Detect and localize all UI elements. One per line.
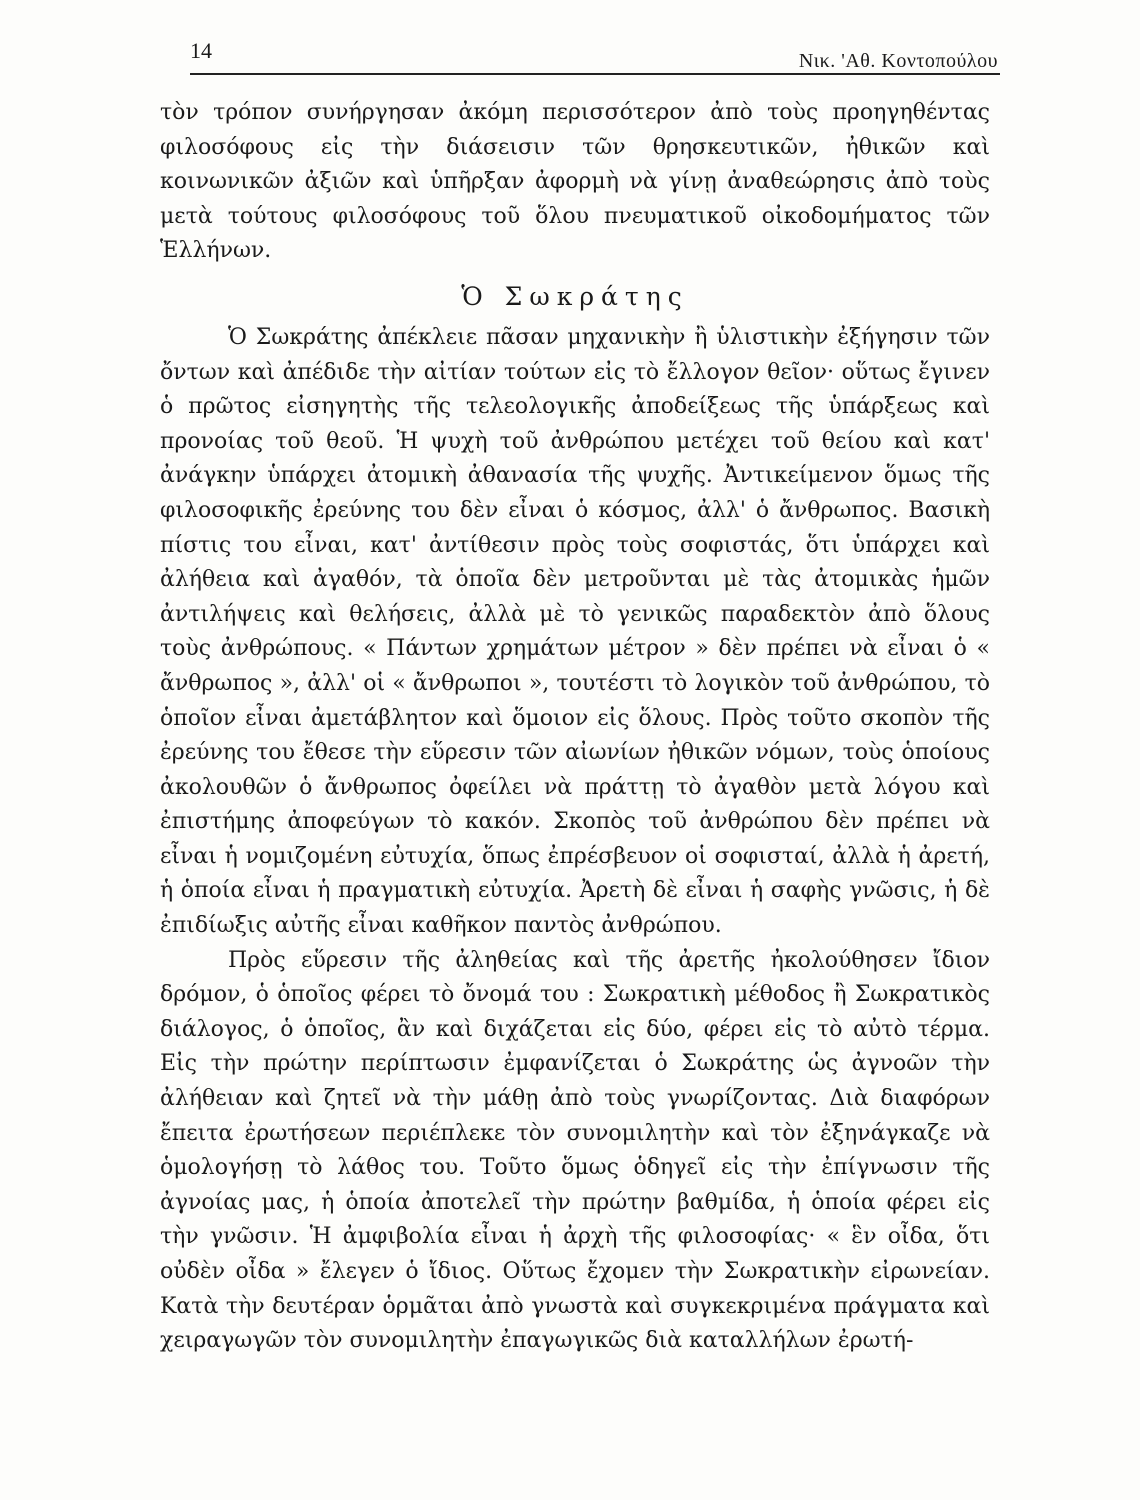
- header-rule: [190, 73, 1000, 75]
- paragraph-continued: τὸν τρόπον συνήργησαν ἀκόμη περισσότερον ἀπὸ τοὺς προηγηθέντας φιλοσόφους εἰς τὴν διάσεισιν τῶν θρησκευτικῶν, ἠθικῶν καὶ κοινωνικῶν ἀξιῶν καὶ ὑπῆρξαν ἀφορμὴ νὰ γίνῃ ἀναθεώρησις ἀπὸ τοὺς μετὰ τούτους φιλοσόφους τοῦ ὅλου πνευματικοῦ οἰκοδομήματος τῶν Ἑλλήνων.: [160, 100, 990, 264]
- page-number: 14: [190, 38, 212, 63]
- running-head: Νικ. 'Αθ. Κοντοπούλου: [798, 50, 998, 72]
- paragraph-socratic-method: Πρὸς εὕρεσιν τῆς ἀληθείας καὶ τῆς ἀρετῆς ἠκολούθησεν ἴδιον δρόμον, ὁ ὁποῖος φέρει τὸ ὄνομά του : Σωκρατικὴ μέθοδος ἢ Σωκρατικὸς διάλογος, ὁ ὁποῖος, ἂν καὶ διχάζεται εἰς δύο, φέρει εἰς τὸ αὐτὸ τέρμα. Εἰς τὴν πρώτην περίπτωσιν ἐμφανίζεται ὁ Σωκράτης ὡς ἀγνοῶν τὴν ἀλήθειαν καὶ ζητεῖ νὰ τὴν μάθῃ ἀπὸ τοὺς γνωρίζοντας. Διὰ διαφόρων ἔπειτα ἐρωτήσεων περιέπλεκε τὸν συνομιλητὴν καὶ τὸν ἐξηνάγκαζε νὰ ὁμολογήσῃ τὸ λάθος του. Τοῦτο ὅμως ὁδηγεῖ εἰς τὴν ἐπίγνωσιν τῆς ἀγνοίας μας, ἡ ὁποία ἀποτελεῖ τὴν πρώτην βαθμίδα, ἡ ὁποία φέρει εἰς τὴν γνῶσιν. Ἡ ἀμφιβολία εἶναι ἡ ἀρχὴ τῆς φιλοσοφίας· « ἓν οἶδα, ὅτι οὐδὲν οἶδα » ἔλεγεν ὁ ἴδιος. Οὕτως ἔχομεν τὴν Σωκρατικὴν εἰρωνείαν. Κατὰ τὴν δευτέραν ὁρμᾶται ἀπὸ γνωστὰ καὶ συγκεκριμένα πράγματα καὶ χειραγωγῶν τὸν συνομιλητὴν ἐπαγωγικῶς διὰ καταλλήλων ἐρωτή-: [160, 947, 990, 1354]
- paragraph-socrates-doctrine: Ὁ Σωκράτης ἀπέκλειε πᾶσαν μηχανικὴν ἢ ὑλιστικὴν ἐξήγησιν τῶν ὄντων καὶ ἀπέδιδε τὴν αἰτίαν τούτων εἰς τὸ ἔλλογον θεῖον· οὕτως ἔγινεν ὁ πρῶτος εἰσηγητὴς τῆς τελεολογικῆς ἀποδείξεως τῆς ὑπάρξεως καὶ προνοίας τοῦ θεοῦ. Ἡ ψυχὴ τοῦ ἀνθρώπου μετέχει τοῦ θείου καὶ κατ' ἀνάγκην ὑπάρχει ἀτομικὴ ἀθανασία τῆς ψυχῆς. Ἀντικείμενον ὅμως τῆς φιλοσοφικῆς ἐρεύνης του δὲν εἶναι ὁ κόσμος, ἀλλ' ὁ ἄνθρωπος. Βασικὴ πίστις του εἶναι, κατ' ἀντίθεσιν πρὸς τοὺς σοφιστάς, ὅτι ὑπάρχει καὶ ἀλήθεια καὶ ἀγαθόν, τὰ ὁποῖα δὲν μετροῦνται μὲ τὰς ἀτομικὰς ἡμῶν ἀντιλήψεις καὶ θελήσεις, ἀλλὰ μὲ τὸ γενικῶς παραδεκτὸν ἀπὸ ὅλους τοὺς ἀνθρώπους. « Πάντων χρημάτων μέτρον » δὲν πρέπει νὰ εἶναι ὁ « ἄνθρωπος », ἀλλ' οἱ « ἄνθρωποι », τουτέστι τὸ λογικὸν τοῦ ἀνθρώπου, τὸ ὁποῖον εἶναι ἀμετάβλητον καὶ ὅμοιον εἰς ὅλους. Πρὸς τοῦτο σκοπὸν τῆς ἐρεύνης του ἔθεσε τὴν εὕρεσιν τῶν αἰωνίων ἠθικῶν νόμων, τοὺς ὁποίους ἀκολουθῶν ὁ ἄνθρωπος ὀφείλει νὰ πράττῃ τὸ ἀγαθὸν μετὰ λόγου καὶ ἐπιστήμης ἀποφεύγων τὸ κακόν. Σκοπὸς τοῦ ἀνθρώπου δὲν πρέπει νὰ εἶναι ἡ νομιζομένη εὐτυχία, ὅπως ἐπρέσβευον οἱ σοφισταί, ἀλλὰ ἡ ἀρετή, ἡ ὁποία εἶναι ἡ πραγματικὴ εὐτυχία. Ἀρετὴ δὲ εἶναι ἡ σαφὴς γνῶσις, ἡ δὲ ἐπιδίωξις αὐτῆς εἶναι καθῆκον παντὸς ἀνθρώπου.: [160, 324, 990, 939]
- section-heading: Ὁ Σωκράτης: [461, 281, 689, 311]
- page-body: [160, 96, 990, 1359]
- page-header: [190, 38, 998, 72]
